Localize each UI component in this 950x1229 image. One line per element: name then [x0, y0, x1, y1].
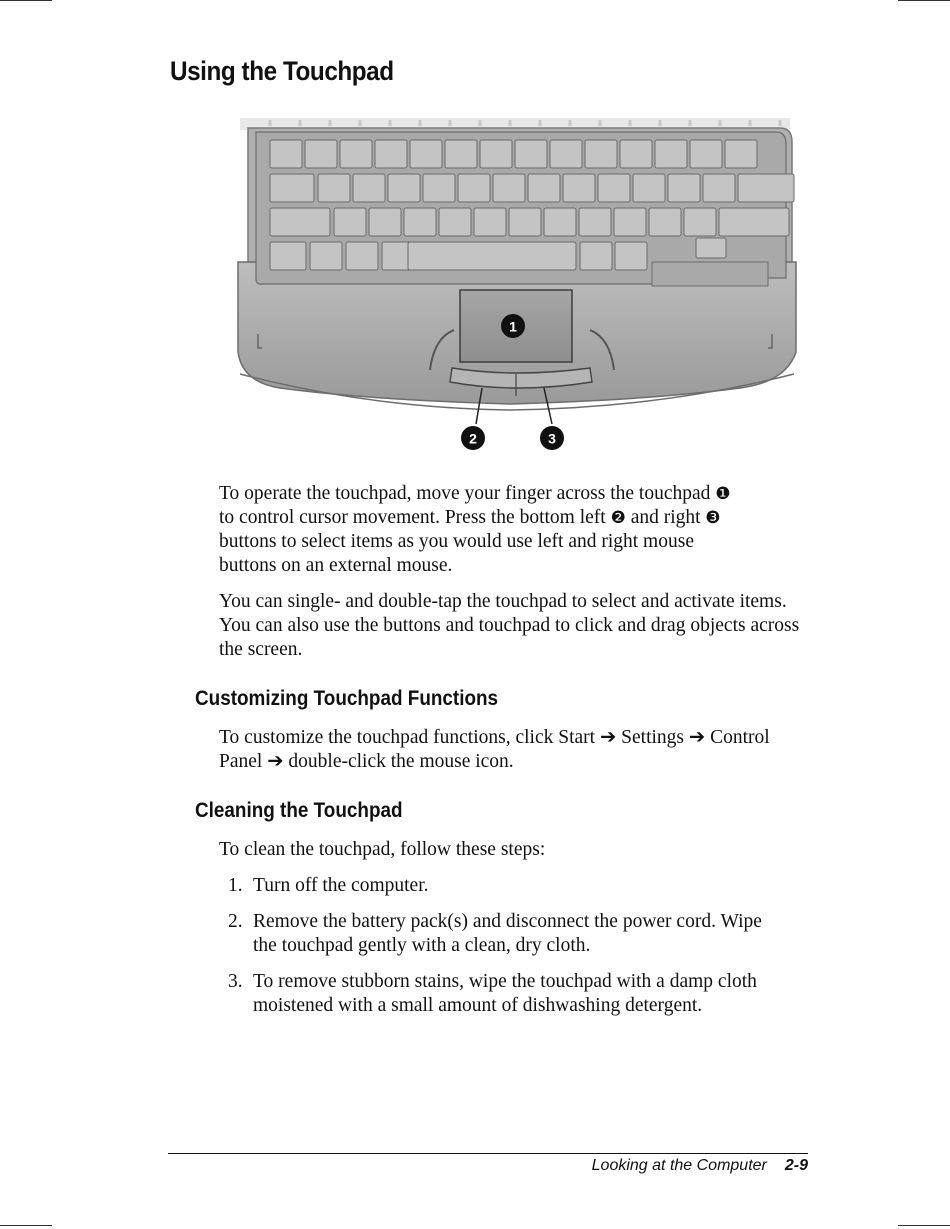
- callout-1: [501, 314, 525, 338]
- tap-usage-paragraph: You can single- and double-tap the touchpad to select and activate items. You can also use the buttons and touchpad to click and drag objects across the screen.: [219, 591, 800, 660]
- crop-mark-bottom-left: [0, 1225, 52, 1226]
- page-number: 2-9: [784, 1157, 808, 1174]
- customizing-paragraph: To customize the touchpad functions, click Start ➔ Settings ➔ Control Panel ➔ double-click the mouse icon.: [219, 727, 770, 772]
- cleaning-step-1: [228, 874, 808, 898]
- crop-mark-top-left: [0, 0, 52, 1]
- crop-mark-bottom-right: [898, 1225, 950, 1226]
- callout-ref-3: ❸: [705, 508, 721, 528]
- footer-rule: [168, 1153, 808, 1154]
- cleaning-step-2: [228, 910, 788, 958]
- step-number: 2.: [228, 911, 243, 932]
- crop-mark-top-right: [898, 0, 950, 1]
- footer-section-title: Looking at the Computer: [591, 1157, 767, 1174]
- cleaning-intro: To clean the touchpad, follow these steps:: [219, 839, 546, 860]
- callout-ref-1: ❶: [715, 484, 731, 504]
- touchpad-operation-paragraph: To operate the touchpad, move your finger across the touchpad ❶ to control cursor movement. Press the bottom left ❷ and right ❸ buttons to select items as you would use left and right mouse buttons on an external mouse.: [219, 483, 731, 576]
- callout-3: [540, 426, 564, 450]
- svg-text:2: 2: [469, 430, 477, 447]
- step-text: Remove the battery pack(s) and disconnect the power cord. Wipe the touchpad gently with a clean, dry cloth.: [253, 911, 762, 956]
- step-text: To remove stubborn stains, wipe the touchpad with a damp cloth moistened with a small amount of dishwashing detergent.: [253, 971, 757, 1016]
- svg-text:1: 1: [509, 318, 517, 335]
- cleaning-step-3: [228, 970, 788, 1018]
- step-text: Turn off the computer.: [253, 875, 429, 896]
- page-footer: [592, 1157, 808, 1175]
- svg-text:3: 3: [548, 430, 556, 447]
- page-title: Using the Touchpad: [170, 56, 394, 86]
- callout-ref-2: ❷: [610, 508, 626, 528]
- callout-2: [461, 426, 485, 450]
- step-number: 3.: [228, 971, 243, 992]
- cleaning-heading: Cleaning the Touchpad: [195, 799, 403, 822]
- step-number: 1.: [228, 875, 243, 896]
- touchpad-illustration: [220, 112, 800, 472]
- customizing-heading: Customizing Touchpad Functions: [195, 687, 499, 710]
